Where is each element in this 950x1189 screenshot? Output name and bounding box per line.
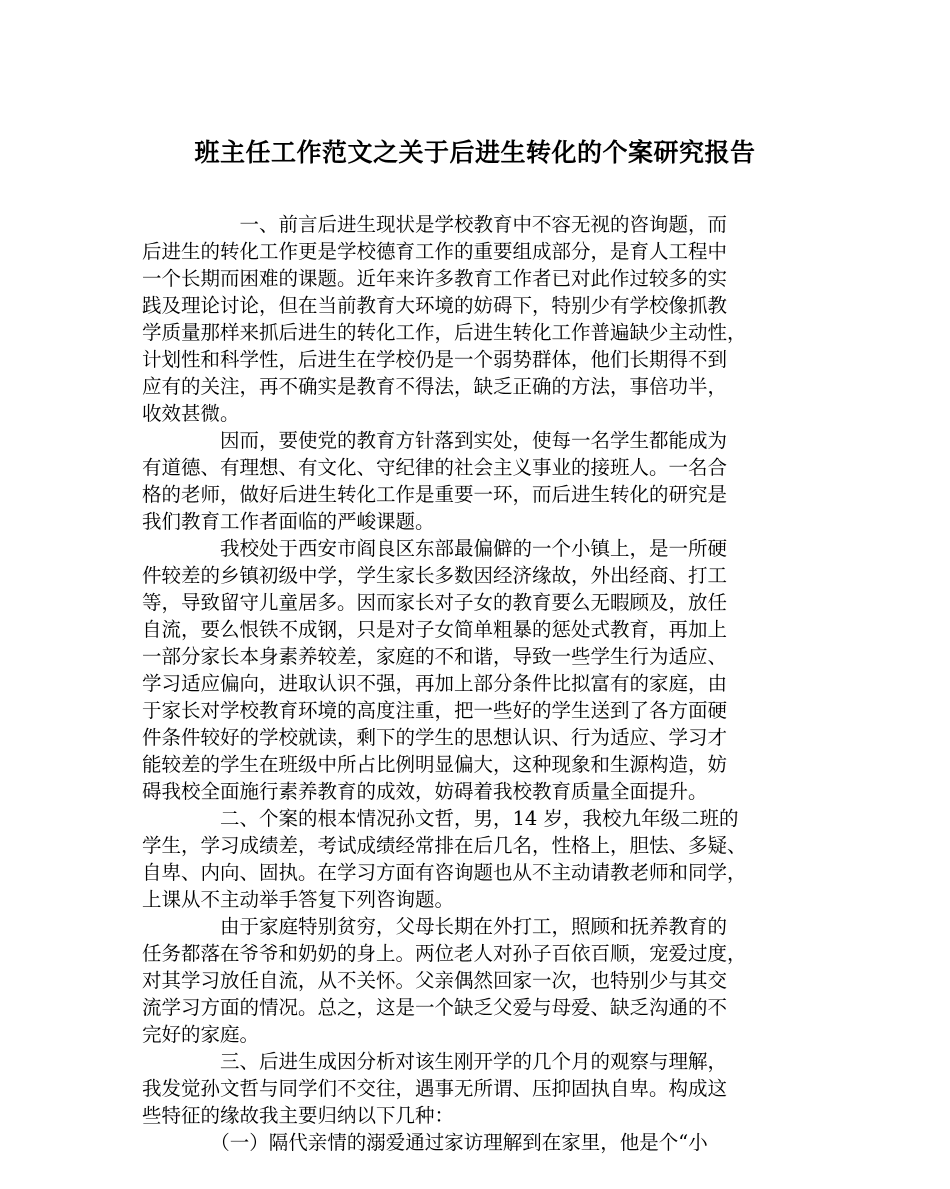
body-line: 一个长期而困难的课题。近年来许多教育工作者已对此作过较多的实 (142, 267, 728, 290)
document-title: 班主任工作范文之关于后进生转化的个案研究报告 (194, 138, 756, 167)
body-line: 收效甚微。 (142, 402, 240, 425)
body-line: 一、前言后进生现状是学校教育中不容无视的咨询题，而 (142, 213, 728, 236)
body-line: 因而，要使党的教育方针落到实处，使每一名学生都能成为 (142, 429, 728, 452)
body-line: 自流，要么恨铁不成钢，只是对子女简单粗暴的惩处式教育，再加上 (142, 618, 728, 641)
body-line: 计划性和科学性，后进生在学校仍是一个弱势群体，他们长期得不到 (142, 348, 728, 371)
body-line: 践及理论讨论，但在当前教育大环境的妨碍下，特别少有学校像抓教 (142, 294, 728, 317)
body-line: 三、后进生成因分析对该生刚开学的几个月的观察与理解， (142, 1050, 728, 1073)
body-line: 于家长对学校教育环境的高度注重，把一些好的学生送到了各方面硬 (142, 699, 728, 722)
body-line: 一部分家长本身素养较差，家庭的不和谐，导致一些学生行为适应、 (142, 645, 728, 668)
body-line: 学质量那样来抓后进生的转化工作，后进生转化工作普遍缺少主动性， (142, 321, 747, 344)
body-line: 应有的关注，再不确实是教育不得法，缺乏正确的方法，事倍功半， (142, 375, 728, 398)
body-line: 等，导致留守儿童居多。因而家长对子女的教育要么无暇顾及，放任 (142, 591, 728, 614)
body-line: 碍我校全面施行素养教育的成效，妨碍着我校教育质量全面提升。 (142, 780, 708, 803)
body-line: 格的老师，做好后进生转化工作是重要一环，而后进生转化的研究是 (142, 483, 728, 506)
body-line: 件条件较好的学校就读，剩下的学生的思想认识、行为适应、学习才 (142, 726, 728, 749)
body-line: 二、个案的根本情况孙文哲，男，14 岁，我校九年级二班的 (142, 807, 739, 830)
body-line: 后进生的转化工作更是学校德育工作的重要组成部分，是育人工程中 (142, 240, 728, 263)
body-line: 任务都落在爷爷和奶奶的身上。两位老人对孙子百依百顺，宠爱过度， (142, 942, 747, 965)
body-line: 自卑、内向、固执。在学习方面有咨询题也从不主动请教老师和同学， (142, 861, 747, 884)
body-line: 学习适应偏向，进取认识不强，再加上部分条件比拟富有的家庭，由 (142, 672, 728, 695)
body-line: 我们教育工作者面临的严峻课题。 (142, 510, 435, 533)
body-line: （一）隔代亲情的溺爱通过家访理解到在家里，他是个“小 (142, 1131, 708, 1154)
body-line: 由于家庭特别贫穷，父母长期在外打工，照顾和抚养教育的 (142, 915, 728, 938)
body-line: 我校处于西安市阎良区东部最偏僻的一个小镇上，是一所硬 (142, 537, 728, 560)
body-line: 我发觉孙文哲与同学们不交往，遇事无所谓、压抑固执自卑。构成这 (142, 1077, 728, 1100)
body-line: 对其学习放任自流，从不关怀。父亲偶然回家一次，也特别少与其交 (142, 969, 728, 992)
body-line: 能较差的学生在班级中所占比例明显偏大，这种现象和生源构造，妨 (142, 753, 728, 776)
body-line: 流学习方面的情况。总之，这是一个缺乏父爱与母爱、缺乏沟通的不 (142, 996, 728, 1019)
body-line: 有道德、有理想、有文化、守纪律的社会主义事业的接班人。一名合 (142, 456, 728, 479)
document-body (142, 211, 822, 1156)
body-line: 件较差的乡镇初级中学，学生家长多数因经济缘故，外出经商、打工 (142, 564, 728, 587)
body-line: 学生，学习成绩差，考试成绩经常排在后几名，性格上，胆怯、多疑、 (142, 834, 747, 857)
body-line: 完好的家庭。 (142, 1023, 260, 1046)
body-line: 些特征的缘故我主要归纳以下几种： (142, 1104, 455, 1127)
body-line: 上课从不主动举手答复下列咨询题。 (142, 888, 455, 911)
